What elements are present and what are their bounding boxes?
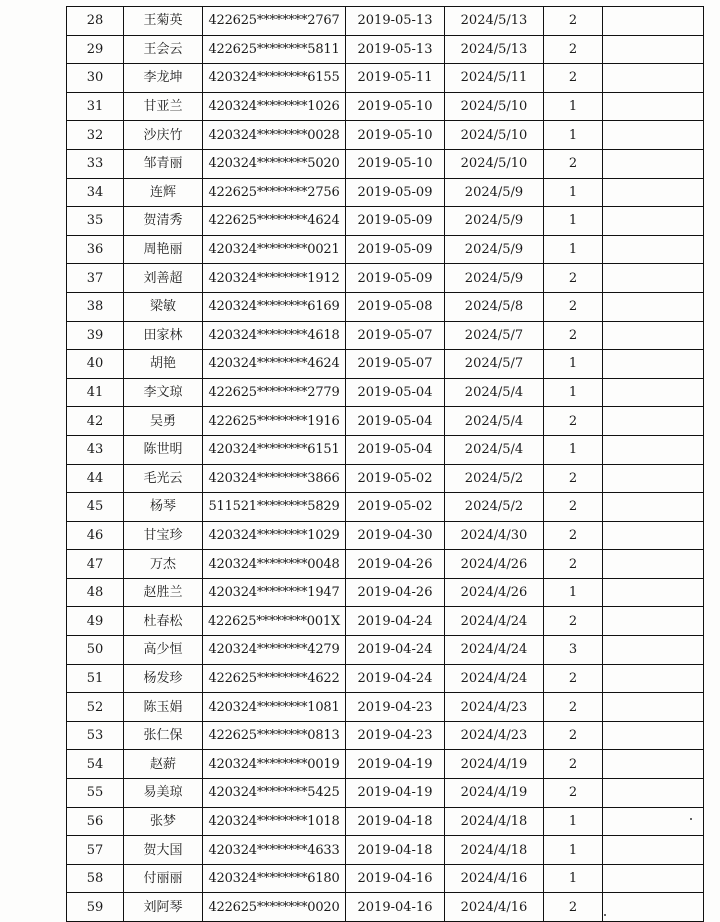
scan-speck <box>690 818 692 820</box>
count-cell: 1 <box>544 807 603 836</box>
name-cell: 易美琼 <box>124 779 203 808</box>
name-cell: 刘阿琴 <box>124 893 203 922</box>
scan-speck <box>604 914 606 916</box>
blank-cell <box>603 464 704 493</box>
start-date-cell: 2019-04-23 <box>346 693 445 722</box>
start-date-cell: 2019-05-04 <box>346 407 445 436</box>
blank-cell <box>603 149 704 178</box>
id-number-cell: 422625********2779 <box>203 378 346 407</box>
end-date-cell: 2024/5/8 <box>445 292 544 321</box>
name-cell: 张梦 <box>124 807 203 836</box>
count-cell: 2 <box>544 750 603 779</box>
blank-cell <box>603 92 704 121</box>
id-number-cell: 420324********0048 <box>203 550 346 579</box>
blank-cell <box>603 750 704 779</box>
end-date-cell: 2024/4/26 <box>445 550 544 579</box>
name-cell: 付丽丽 <box>124 864 203 893</box>
start-date-cell: 2019-04-24 <box>346 607 445 636</box>
blank-cell <box>603 435 704 464</box>
table-row <box>67 407 704 436</box>
count-cell: 1 <box>544 121 603 150</box>
name-cell: 胡艳 <box>124 350 203 379</box>
table-row <box>67 779 704 808</box>
end-date-cell: 2024/5/9 <box>445 178 544 207</box>
name-cell: 周艳丽 <box>124 235 203 264</box>
start-date-cell: 2019-05-04 <box>346 435 445 464</box>
start-date-cell: 2019-04-30 <box>346 521 445 550</box>
row-number-cell: 33 <box>67 149 124 178</box>
count-cell: 1 <box>544 92 603 121</box>
start-date-cell: 2019-04-19 <box>346 779 445 808</box>
start-date-cell: 2019-04-24 <box>346 664 445 693</box>
blank-cell <box>603 578 704 607</box>
start-date-cell: 2019-05-09 <box>346 235 445 264</box>
start-date-cell: 2019-05-10 <box>346 121 445 150</box>
end-date-cell: 2024/5/11 <box>445 64 544 93</box>
blank-cell <box>603 7 704 36</box>
start-date-cell: 2019-04-16 <box>346 864 445 893</box>
blank-cell <box>603 35 704 64</box>
start-date-cell: 2019-04-18 <box>346 807 445 836</box>
end-date-cell: 2024/5/7 <box>445 350 544 379</box>
name-cell: 连辉 <box>124 178 203 207</box>
start-date-cell: 2019-04-16 <box>346 893 445 922</box>
blank-cell <box>603 264 704 293</box>
id-number-cell: 420324********1081 <box>203 693 346 722</box>
blank-cell <box>603 693 704 722</box>
id-number-cell: 420324********1912 <box>203 264 346 293</box>
start-date-cell: 2019-05-09 <box>346 207 445 236</box>
count-cell: 2 <box>544 64 603 93</box>
id-number-cell: 422625********1916 <box>203 407 346 436</box>
id-number-cell: 420324********4633 <box>203 836 346 865</box>
id-number-cell: 420324********0021 <box>203 235 346 264</box>
end-date-cell: 2024/4/23 <box>445 721 544 750</box>
blank-cell <box>603 321 704 350</box>
end-date-cell: 2024/5/13 <box>445 7 544 36</box>
name-cell: 邹青丽 <box>124 149 203 178</box>
id-number-cell: 422625********2756 <box>203 178 346 207</box>
name-cell: 贺大国 <box>124 836 203 865</box>
name-cell: 高少恒 <box>124 636 203 665</box>
table-row <box>67 864 704 893</box>
id-number-cell: 420324********5425 <box>203 779 346 808</box>
table-row <box>67 893 704 922</box>
name-cell: 梁敏 <box>124 292 203 321</box>
count-cell: 2 <box>544 149 603 178</box>
row-number-cell: 28 <box>67 7 124 36</box>
id-number-cell: 422625********4622 <box>203 664 346 693</box>
count-cell: 2 <box>544 893 603 922</box>
start-date-cell: 2019-04-26 <box>346 578 445 607</box>
table-row <box>67 750 704 779</box>
count-cell: 2 <box>544 264 603 293</box>
count-cell: 2 <box>544 493 603 522</box>
blank-cell <box>603 350 704 379</box>
count-cell: 2 <box>544 693 603 722</box>
table-row <box>67 121 704 150</box>
table-row <box>67 64 704 93</box>
id-number-cell: 420324********1029 <box>203 521 346 550</box>
end-date-cell: 2024/4/16 <box>445 893 544 922</box>
name-cell: 陈玉娟 <box>124 693 203 722</box>
end-date-cell: 2024/4/19 <box>445 779 544 808</box>
row-number-cell: 57 <box>67 836 124 865</box>
start-date-cell: 2019-05-07 <box>346 321 445 350</box>
table-row <box>67 350 704 379</box>
table-row <box>67 207 704 236</box>
count-cell: 3 <box>544 636 603 665</box>
end-date-cell: 2024/4/24 <box>445 636 544 665</box>
row-number-cell: 41 <box>67 378 124 407</box>
start-date-cell: 2019-05-10 <box>346 92 445 121</box>
row-number-cell: 49 <box>67 607 124 636</box>
row-number-cell: 31 <box>67 92 124 121</box>
id-number-cell: 420324********0019 <box>203 750 346 779</box>
table-row <box>67 607 704 636</box>
row-number-cell: 36 <box>67 235 124 264</box>
count-cell: 2 <box>544 407 603 436</box>
id-number-cell: 420324********6151 <box>203 435 346 464</box>
table-row <box>67 7 704 36</box>
end-date-cell: 2024/5/2 <box>445 464 544 493</box>
end-date-cell: 2024/4/30 <box>445 521 544 550</box>
blank-cell <box>603 864 704 893</box>
count-cell: 1 <box>544 235 603 264</box>
count-cell: 2 <box>544 521 603 550</box>
id-number-cell: 420324********3866 <box>203 464 346 493</box>
row-number-cell: 59 <box>67 893 124 922</box>
id-number-cell: 420324********4618 <box>203 321 346 350</box>
row-number-cell: 42 <box>67 407 124 436</box>
start-date-cell: 2019-05-13 <box>346 7 445 36</box>
end-date-cell: 2024/5/4 <box>445 407 544 436</box>
name-cell: 王菊英 <box>124 7 203 36</box>
blank-cell <box>603 493 704 522</box>
row-number-cell: 38 <box>67 292 124 321</box>
name-cell: 陈世明 <box>124 435 203 464</box>
end-date-cell: 2024/5/9 <box>445 264 544 293</box>
table-row <box>67 836 704 865</box>
blank-cell <box>603 779 704 808</box>
table-row <box>67 321 704 350</box>
table-row <box>67 807 704 836</box>
row-number-cell: 43 <box>67 435 124 464</box>
start-date-cell: 2019-05-13 <box>346 35 445 64</box>
roster-table-body <box>67 7 704 922</box>
count-cell: 2 <box>544 721 603 750</box>
blank-cell <box>603 607 704 636</box>
row-number-cell: 55 <box>67 779 124 808</box>
id-number-cell: 420324********4279 <box>203 636 346 665</box>
name-cell: 张仁保 <box>124 721 203 750</box>
row-number-cell: 52 <box>67 693 124 722</box>
blank-cell <box>603 664 704 693</box>
name-cell: 王会云 <box>124 35 203 64</box>
name-cell: 万杰 <box>124 550 203 579</box>
table-row <box>67 550 704 579</box>
start-date-cell: 2019-05-09 <box>346 264 445 293</box>
row-number-cell: 30 <box>67 64 124 93</box>
blank-cell <box>603 521 704 550</box>
name-cell: 杨琴 <box>124 493 203 522</box>
count-cell: 2 <box>544 664 603 693</box>
table-row <box>67 35 704 64</box>
name-cell: 甘宝珍 <box>124 521 203 550</box>
id-number-cell: 420324********6155 <box>203 64 346 93</box>
row-number-cell: 51 <box>67 664 124 693</box>
blank-cell <box>603 636 704 665</box>
name-cell: 杨发珍 <box>124 664 203 693</box>
end-date-cell: 2024/5/2 <box>445 493 544 522</box>
count-cell: 2 <box>544 35 603 64</box>
end-date-cell: 2024/5/9 <box>445 207 544 236</box>
name-cell: 田家林 <box>124 321 203 350</box>
roster-table <box>66 6 704 922</box>
table-row <box>67 235 704 264</box>
start-date-cell: 2019-05-02 <box>346 464 445 493</box>
name-cell: 李龙坤 <box>124 64 203 93</box>
count-cell: 2 <box>544 779 603 808</box>
row-number-cell: 45 <box>67 493 124 522</box>
blank-cell <box>603 64 704 93</box>
table-row <box>67 521 704 550</box>
row-number-cell: 46 <box>67 521 124 550</box>
name-cell: 贺清秀 <box>124 207 203 236</box>
count-cell: 1 <box>544 836 603 865</box>
table-row <box>67 92 704 121</box>
count-cell: 1 <box>544 435 603 464</box>
end-date-cell: 2024/5/4 <box>445 378 544 407</box>
end-date-cell: 2024/5/7 <box>445 321 544 350</box>
table-row <box>67 149 704 178</box>
blank-cell <box>603 121 704 150</box>
end-date-cell: 2024/5/13 <box>445 35 544 64</box>
count-cell: 2 <box>544 321 603 350</box>
table-row <box>67 378 704 407</box>
id-number-cell: 420324********4624 <box>203 350 346 379</box>
table-row <box>67 435 704 464</box>
id-number-cell: 422625********0813 <box>203 721 346 750</box>
blank-cell <box>603 407 704 436</box>
id-number-cell: 420324********0028 <box>203 121 346 150</box>
table-row <box>67 464 704 493</box>
blank-cell <box>603 235 704 264</box>
table-row <box>67 264 704 293</box>
end-date-cell: 2024/5/10 <box>445 149 544 178</box>
row-number-cell: 53 <box>67 721 124 750</box>
row-number-cell: 44 <box>67 464 124 493</box>
row-number-cell: 35 <box>67 207 124 236</box>
start-date-cell: 2019-05-08 <box>346 292 445 321</box>
table-row <box>67 178 704 207</box>
name-cell: 李文琼 <box>124 378 203 407</box>
table-row <box>67 664 704 693</box>
table-row <box>67 493 704 522</box>
row-number-cell: 39 <box>67 321 124 350</box>
count-cell: 2 <box>544 550 603 579</box>
id-number-cell: 422625********2767 <box>203 7 346 36</box>
count-cell: 2 <box>544 7 603 36</box>
count-cell: 1 <box>544 578 603 607</box>
row-number-cell: 34 <box>67 178 124 207</box>
count-cell: 1 <box>544 350 603 379</box>
row-number-cell: 32 <box>67 121 124 150</box>
table-row <box>67 578 704 607</box>
end-date-cell: 2024/5/10 <box>445 92 544 121</box>
id-number-cell: 422625********0020 <box>203 893 346 922</box>
blank-cell <box>603 893 704 922</box>
blank-cell <box>603 178 704 207</box>
table-row <box>67 693 704 722</box>
row-number-cell: 37 <box>67 264 124 293</box>
start-date-cell: 2019-04-23 <box>346 721 445 750</box>
end-date-cell: 2024/4/16 <box>445 864 544 893</box>
count-cell: 1 <box>544 207 603 236</box>
blank-cell <box>603 836 704 865</box>
name-cell: 沙庆竹 <box>124 121 203 150</box>
start-date-cell: 2019-05-09 <box>346 178 445 207</box>
row-number-cell: 58 <box>67 864 124 893</box>
row-number-cell: 47 <box>67 550 124 579</box>
row-number-cell: 54 <box>67 750 124 779</box>
name-cell: 吴勇 <box>124 407 203 436</box>
name-cell: 杜春松 <box>124 607 203 636</box>
table-row <box>67 292 704 321</box>
end-date-cell: 2024/5/10 <box>445 121 544 150</box>
name-cell: 赵薪 <box>124 750 203 779</box>
count-cell: 1 <box>544 378 603 407</box>
start-date-cell: 2019-04-24 <box>346 636 445 665</box>
count-cell: 1 <box>544 178 603 207</box>
count-cell: 2 <box>544 464 603 493</box>
start-date-cell: 2019-05-11 <box>346 64 445 93</box>
blank-cell <box>603 550 704 579</box>
count-cell: 1 <box>544 864 603 893</box>
start-date-cell: 2019-05-10 <box>346 149 445 178</box>
id-number-cell: 420324********6180 <box>203 864 346 893</box>
row-number-cell: 56 <box>67 807 124 836</box>
row-number-cell: 29 <box>67 35 124 64</box>
count-cell: 2 <box>544 607 603 636</box>
end-date-cell: 2024/4/24 <box>445 607 544 636</box>
table-row <box>67 636 704 665</box>
name-cell: 赵胜兰 <box>124 578 203 607</box>
end-date-cell: 2024/4/19 <box>445 750 544 779</box>
blank-cell <box>603 292 704 321</box>
start-date-cell: 2019-05-07 <box>346 350 445 379</box>
blank-cell <box>603 807 704 836</box>
end-date-cell: 2024/4/18 <box>445 836 544 865</box>
id-number-cell: 420324********5020 <box>203 149 346 178</box>
blank-cell <box>603 721 704 750</box>
end-date-cell: 2024/4/18 <box>445 807 544 836</box>
row-number-cell: 50 <box>67 636 124 665</box>
end-date-cell: 2024/4/24 <box>445 664 544 693</box>
id-number-cell: 420324********6169 <box>203 292 346 321</box>
end-date-cell: 2024/5/9 <box>445 235 544 264</box>
blank-cell <box>603 378 704 407</box>
id-number-cell: 422625********001X <box>203 607 346 636</box>
start-date-cell: 2019-04-26 <box>346 550 445 579</box>
id-number-cell: 422625********4624 <box>203 207 346 236</box>
end-date-cell: 2024/4/23 <box>445 693 544 722</box>
blank-cell <box>603 207 704 236</box>
end-date-cell: 2024/5/4 <box>445 435 544 464</box>
start-date-cell: 2019-05-02 <box>346 493 445 522</box>
name-cell: 毛光云 <box>124 464 203 493</box>
id-number-cell: 420324********1947 <box>203 578 346 607</box>
id-number-cell: 420324********1026 <box>203 92 346 121</box>
start-date-cell: 2019-05-04 <box>346 378 445 407</box>
row-number-cell: 48 <box>67 578 124 607</box>
id-number-cell: 420324********1018 <box>203 807 346 836</box>
end-date-cell: 2024/4/26 <box>445 578 544 607</box>
start-date-cell: 2019-04-19 <box>346 750 445 779</box>
table-row <box>67 721 704 750</box>
name-cell: 甘亚兰 <box>124 92 203 121</box>
count-cell: 2 <box>544 292 603 321</box>
id-number-cell: 422625********5811 <box>203 35 346 64</box>
id-number-cell: 511521********5829 <box>203 493 346 522</box>
start-date-cell: 2019-04-18 <box>346 836 445 865</box>
row-number-cell: 40 <box>67 350 124 379</box>
name-cell: 刘善超 <box>124 264 203 293</box>
